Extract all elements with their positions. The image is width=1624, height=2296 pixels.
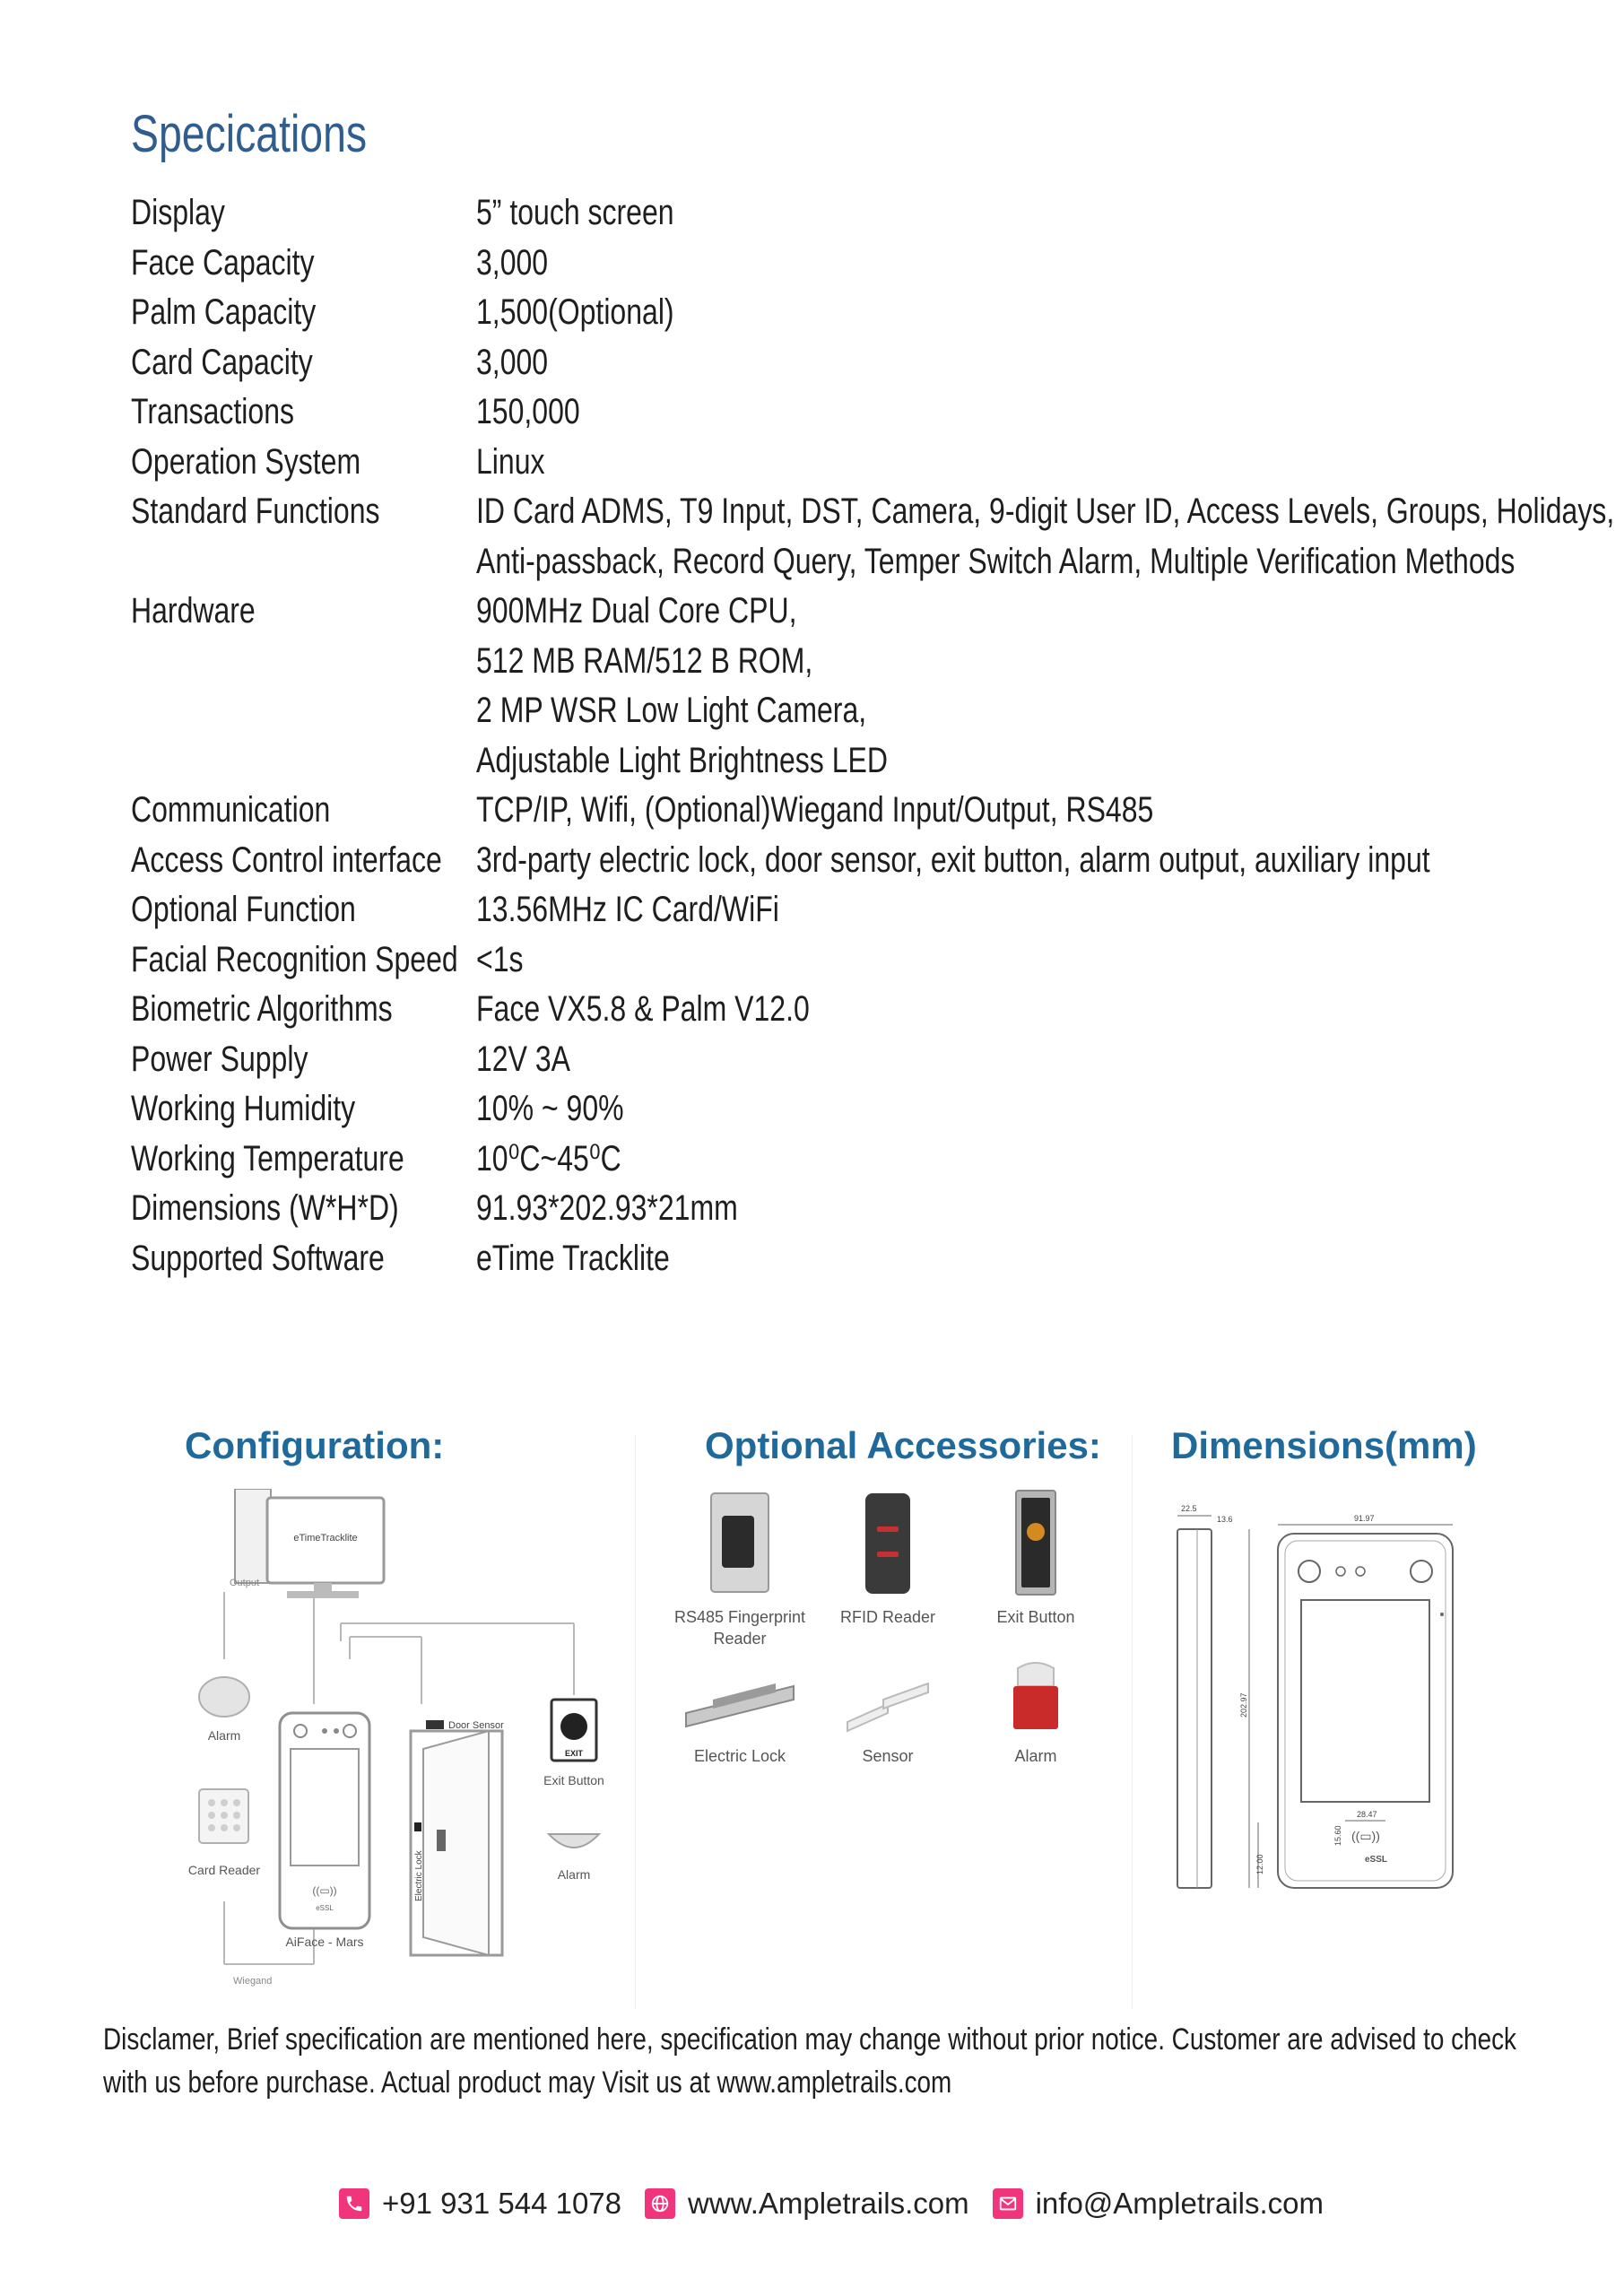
spec-value-line (476, 786, 1323, 836)
globe-icon (645, 2188, 675, 2219)
spec-table (131, 188, 1624, 1283)
software-label: eTimeTracklite (293, 1533, 358, 1544)
spec-label-text: Face Capacity (131, 242, 315, 283)
spec-value-line (476, 587, 991, 637)
contact-footer (339, 2187, 1347, 2221)
spec-row (131, 587, 1624, 786)
spec-label (131, 487, 476, 537)
spec-label-text: Supported Software (131, 1238, 385, 1278)
spec-value-text: 10% ~ 90% (476, 1089, 624, 1128)
spec-value (476, 885, 855, 935)
spec-value (476, 786, 1323, 836)
spec-value-line (476, 1234, 718, 1284)
spec-row (131, 836, 1624, 886)
spec-value-text: <1s (476, 939, 524, 979)
dim-height: 202.97 (1239, 1692, 1248, 1718)
website-link: www.Ampletrails.com (688, 2187, 969, 2220)
spec-label (131, 935, 476, 986)
phone-icon (339, 2188, 369, 2219)
dim-bottom: 12.00 (1255, 1854, 1264, 1874)
phone-text: +91 931 544 1078 (382, 2187, 622, 2220)
dim-brand: eSSL (1365, 1855, 1388, 1865)
exit-button-icon (991, 1489, 1081, 1596)
spec-label (131, 239, 476, 289)
spec-value-text: 3rd-party electric lock, door sensor, exit button, alarm output, auxiliary input (476, 839, 1430, 880)
device-label: AiFace - Mars (285, 1935, 364, 1949)
accessory-alarm (960, 1659, 1112, 1767)
spec-row (131, 1035, 1624, 1085)
mail-icon (993, 2188, 1023, 2219)
spec-value-text: 3,000 (476, 242, 549, 283)
spec-value (476, 188, 724, 239)
accessory-fingerprint-reader (664, 1489, 816, 1649)
spec-value-line (476, 885, 855, 935)
spec-row (131, 1234, 1624, 1284)
card-reader-label: Card Reader (187, 1863, 261, 1877)
rfid-reader-icon (843, 1489, 933, 1596)
output-label: Output (230, 1578, 260, 1588)
spec-value (476, 288, 724, 338)
spec-label-text: Power Supply (131, 1039, 308, 1079)
spec-value (476, 836, 1624, 886)
contact-email[interactable] (993, 2187, 1324, 2221)
spec-value (476, 1184, 803, 1234)
dimensions-title: Dimensions(mm) (1171, 1424, 1477, 1466)
spec-value (476, 1234, 718, 1284)
spec-label-text: Operation System (131, 441, 361, 482)
spec-value-line (476, 836, 1624, 886)
spec-value (476, 1035, 594, 1085)
spec-label (131, 288, 476, 338)
spec-value (476, 1084, 661, 1135)
spec-label (131, 786, 476, 836)
door-sensor-label: Door Sensor (448, 1720, 504, 1731)
spec-value-line (476, 387, 606, 438)
spec-label-text: Dimensions (W*H*D) (131, 1188, 399, 1228)
nfc-icon: ((▭)) (1351, 1829, 1380, 1843)
spec-label-text: Access Control interface (131, 839, 442, 880)
spec-label-text: Biometric Algorithms (131, 989, 393, 1029)
spec-label-text: Working Temperature (131, 1138, 404, 1178)
spec-value-text: Face VX5.8 & Palm V12.0 (476, 989, 810, 1029)
spec-value-line (476, 1084, 661, 1135)
accessory-label: Sensor (862, 1747, 914, 1765)
spec-row (131, 438, 1624, 488)
spec-label-text: Facial Recognition Speed (131, 939, 458, 979)
spec-value (476, 338, 566, 388)
email-link: info@Ampletrails.com (1035, 2187, 1324, 2220)
disclaimer (103, 2018, 1556, 2104)
spec-value-line (476, 935, 535, 986)
accessory-label: Alarm (1014, 1747, 1057, 1765)
spec-value-line (476, 985, 893, 1035)
spec-label (131, 587, 476, 637)
spec-value-line (476, 736, 991, 787)
spec-value-line (476, 1184, 803, 1234)
spec-value-text: 150,000 (476, 392, 580, 431)
divider (1132, 1435, 1133, 2009)
configuration-diagram (179, 1489, 628, 1991)
contact-phone[interactable] (339, 2187, 621, 2221)
spec-value-text: TCP/IP, Wifi, (Optional)Wiegand Input/Output, RS485 (476, 790, 1154, 830)
spec-value-text: 1,500(Optional) (476, 292, 674, 332)
svg-text:((▭)): ((▭)) (312, 1884, 337, 1897)
alarm-icon (199, 1677, 249, 1717)
spec-value-text: 12V 3A (476, 1039, 570, 1079)
accessory-label: Electric Lock (693, 1747, 786, 1765)
spec-value-line (476, 487, 1624, 537)
device-brand: eSSL (316, 1904, 334, 1912)
spec-value-text: eTime Tracklite (476, 1238, 670, 1278)
sensor-icon (834, 1673, 942, 1735)
spec-label (131, 836, 476, 886)
spec-label-text: Communication (131, 790, 331, 830)
spec-row (131, 338, 1624, 388)
spec-label (131, 1135, 476, 1185)
spec-value-text: Anti-passback, Record Query, Temper Switch Alarm, Multiple Verification Methods (476, 541, 1515, 581)
alarm-left-label: Alarm (207, 1728, 241, 1743)
wiegand-label: Wiegand (233, 1976, 273, 1987)
spec-value (476, 239, 566, 289)
spec-value-line (476, 686, 991, 736)
spec-label (131, 1234, 476, 1284)
spec-value (476, 1135, 657, 1185)
spec-row (131, 387, 1624, 438)
spec-value-line (476, 288, 724, 338)
spec-value-text: Adjustable Light Brightness LED (476, 740, 888, 780)
spec-label-text: Optional Function (131, 890, 356, 929)
electric-lock-icon (677, 1673, 803, 1735)
spec-row (131, 188, 1624, 239)
spec-value-text: Linux (476, 441, 545, 482)
alarm-right-label: Alarm (557, 1867, 591, 1882)
dim-window: 28.47 (1357, 1810, 1377, 1819)
spec-label-text: Transactions (131, 392, 294, 431)
spec-label (131, 387, 476, 438)
dim-width: 91.97 (1354, 1514, 1375, 1523)
accessory-label: RFID Reader (839, 1608, 936, 1626)
disclaimer-line-1: Disclamer, Brief specification are mentioned here, specification may change without prior notice. Customer are advised to check (103, 2022, 1516, 2057)
contact-website[interactable] (645, 2187, 969, 2221)
accessory-sensor (812, 1673, 964, 1767)
spec-label (131, 188, 476, 239)
divider (635, 1435, 636, 2009)
spec-value-line (476, 1035, 594, 1085)
spec-label (131, 1035, 476, 1085)
spec-value-text: 2 MP WSR Low Light Camera, (476, 691, 867, 730)
spec-value (476, 587, 991, 786)
spec-value (476, 438, 562, 488)
spec-label-text: Standard Functions (131, 491, 380, 531)
spec-row (131, 239, 1624, 289)
spec-row (131, 288, 1624, 338)
electric-lock-label: Electric Lock (414, 1850, 424, 1901)
spec-value-line (476, 1135, 657, 1185)
spec-value (476, 487, 1624, 587)
page-title: Specications (131, 105, 368, 163)
spec-value-text: 900MHz Dual Core CPU, (476, 591, 797, 631)
spec-value (476, 935, 535, 986)
spec-label (131, 338, 476, 388)
spec-value-text: 10⁰C~45⁰C (476, 1138, 621, 1178)
accessory-label: RS485 Fingerprint Reader (673, 1608, 806, 1648)
spec-row (131, 1184, 1624, 1234)
spec-value-text: ID Card ADMS, T9 Input, DST, Camera, 9-digit User ID, Access Levels, Groups, Holidays, (476, 491, 1615, 531)
spec-value-line (476, 338, 566, 388)
spec-label-text: Palm Capacity (131, 292, 317, 332)
exit-button-label: Exit Button (543, 1773, 604, 1787)
alarm-icon (991, 1659, 1081, 1735)
exit-sign: EXIT (564, 1749, 584, 1758)
spec-row (131, 1084, 1624, 1135)
spec-value (476, 985, 893, 1035)
spec-label-text: Card Capacity (131, 342, 313, 382)
spec-value-text: 13.56MHz IC Card/WiFi (476, 890, 779, 929)
configuration-title: Configuration: (185, 1424, 445, 1466)
spec-value-line (476, 637, 991, 687)
spec-label (131, 1084, 476, 1135)
dimensions-diagram (1161, 1489, 1475, 1919)
side-view (1177, 1529, 1211, 1888)
spec-row (131, 985, 1624, 1035)
spec-value-line (476, 438, 562, 488)
spec-label-text: Working Humidity (131, 1089, 356, 1128)
spec-value-text: 512 MB RAM/512 B ROM, (476, 640, 813, 681)
spec-value-text: 3,000 (476, 342, 549, 382)
spec-label-text: Display (131, 193, 225, 232)
door-icon (423, 1731, 489, 1955)
spec-value-line (476, 537, 1624, 587)
spec-value-line (476, 188, 724, 239)
dim-depth: 22.5 (1181, 1504, 1197, 1513)
spec-row (131, 935, 1624, 986)
spec-value-line (476, 239, 566, 289)
ceiling-alarm-icon (549, 1834, 599, 1848)
spec-label (131, 985, 476, 1035)
fingerprint-reader-icon (695, 1489, 785, 1596)
spec-label (131, 438, 476, 488)
spec-label (131, 1184, 476, 1234)
spec-row (131, 885, 1624, 935)
spec-value-text: 91.93*202.93*21mm (476, 1188, 738, 1228)
accessories-grid (664, 1489, 1112, 1812)
dim-side: 13.6 (1217, 1515, 1233, 1524)
spec-label-text: Hardware (131, 591, 256, 631)
spec-value (476, 387, 606, 438)
accessory-electric-lock (664, 1673, 816, 1767)
dim-reader: 15.60 (1333, 1825, 1342, 1846)
accessories-title: Optional Accessories: (705, 1424, 1101, 1466)
spec-row (131, 487, 1624, 587)
accessory-exit-button (960, 1489, 1112, 1628)
disclaimer-line-2: with us before purchase. Actual product may Visit us at www.ampletrails.com (103, 2066, 952, 2100)
spec-row (131, 1135, 1624, 1185)
accessory-label: Exit Button (996, 1608, 1075, 1626)
spec-row (131, 786, 1624, 836)
spec-label (131, 885, 476, 935)
accessory-rfid-reader (812, 1489, 964, 1628)
spec-value-text: 5” touch screen (476, 193, 674, 232)
